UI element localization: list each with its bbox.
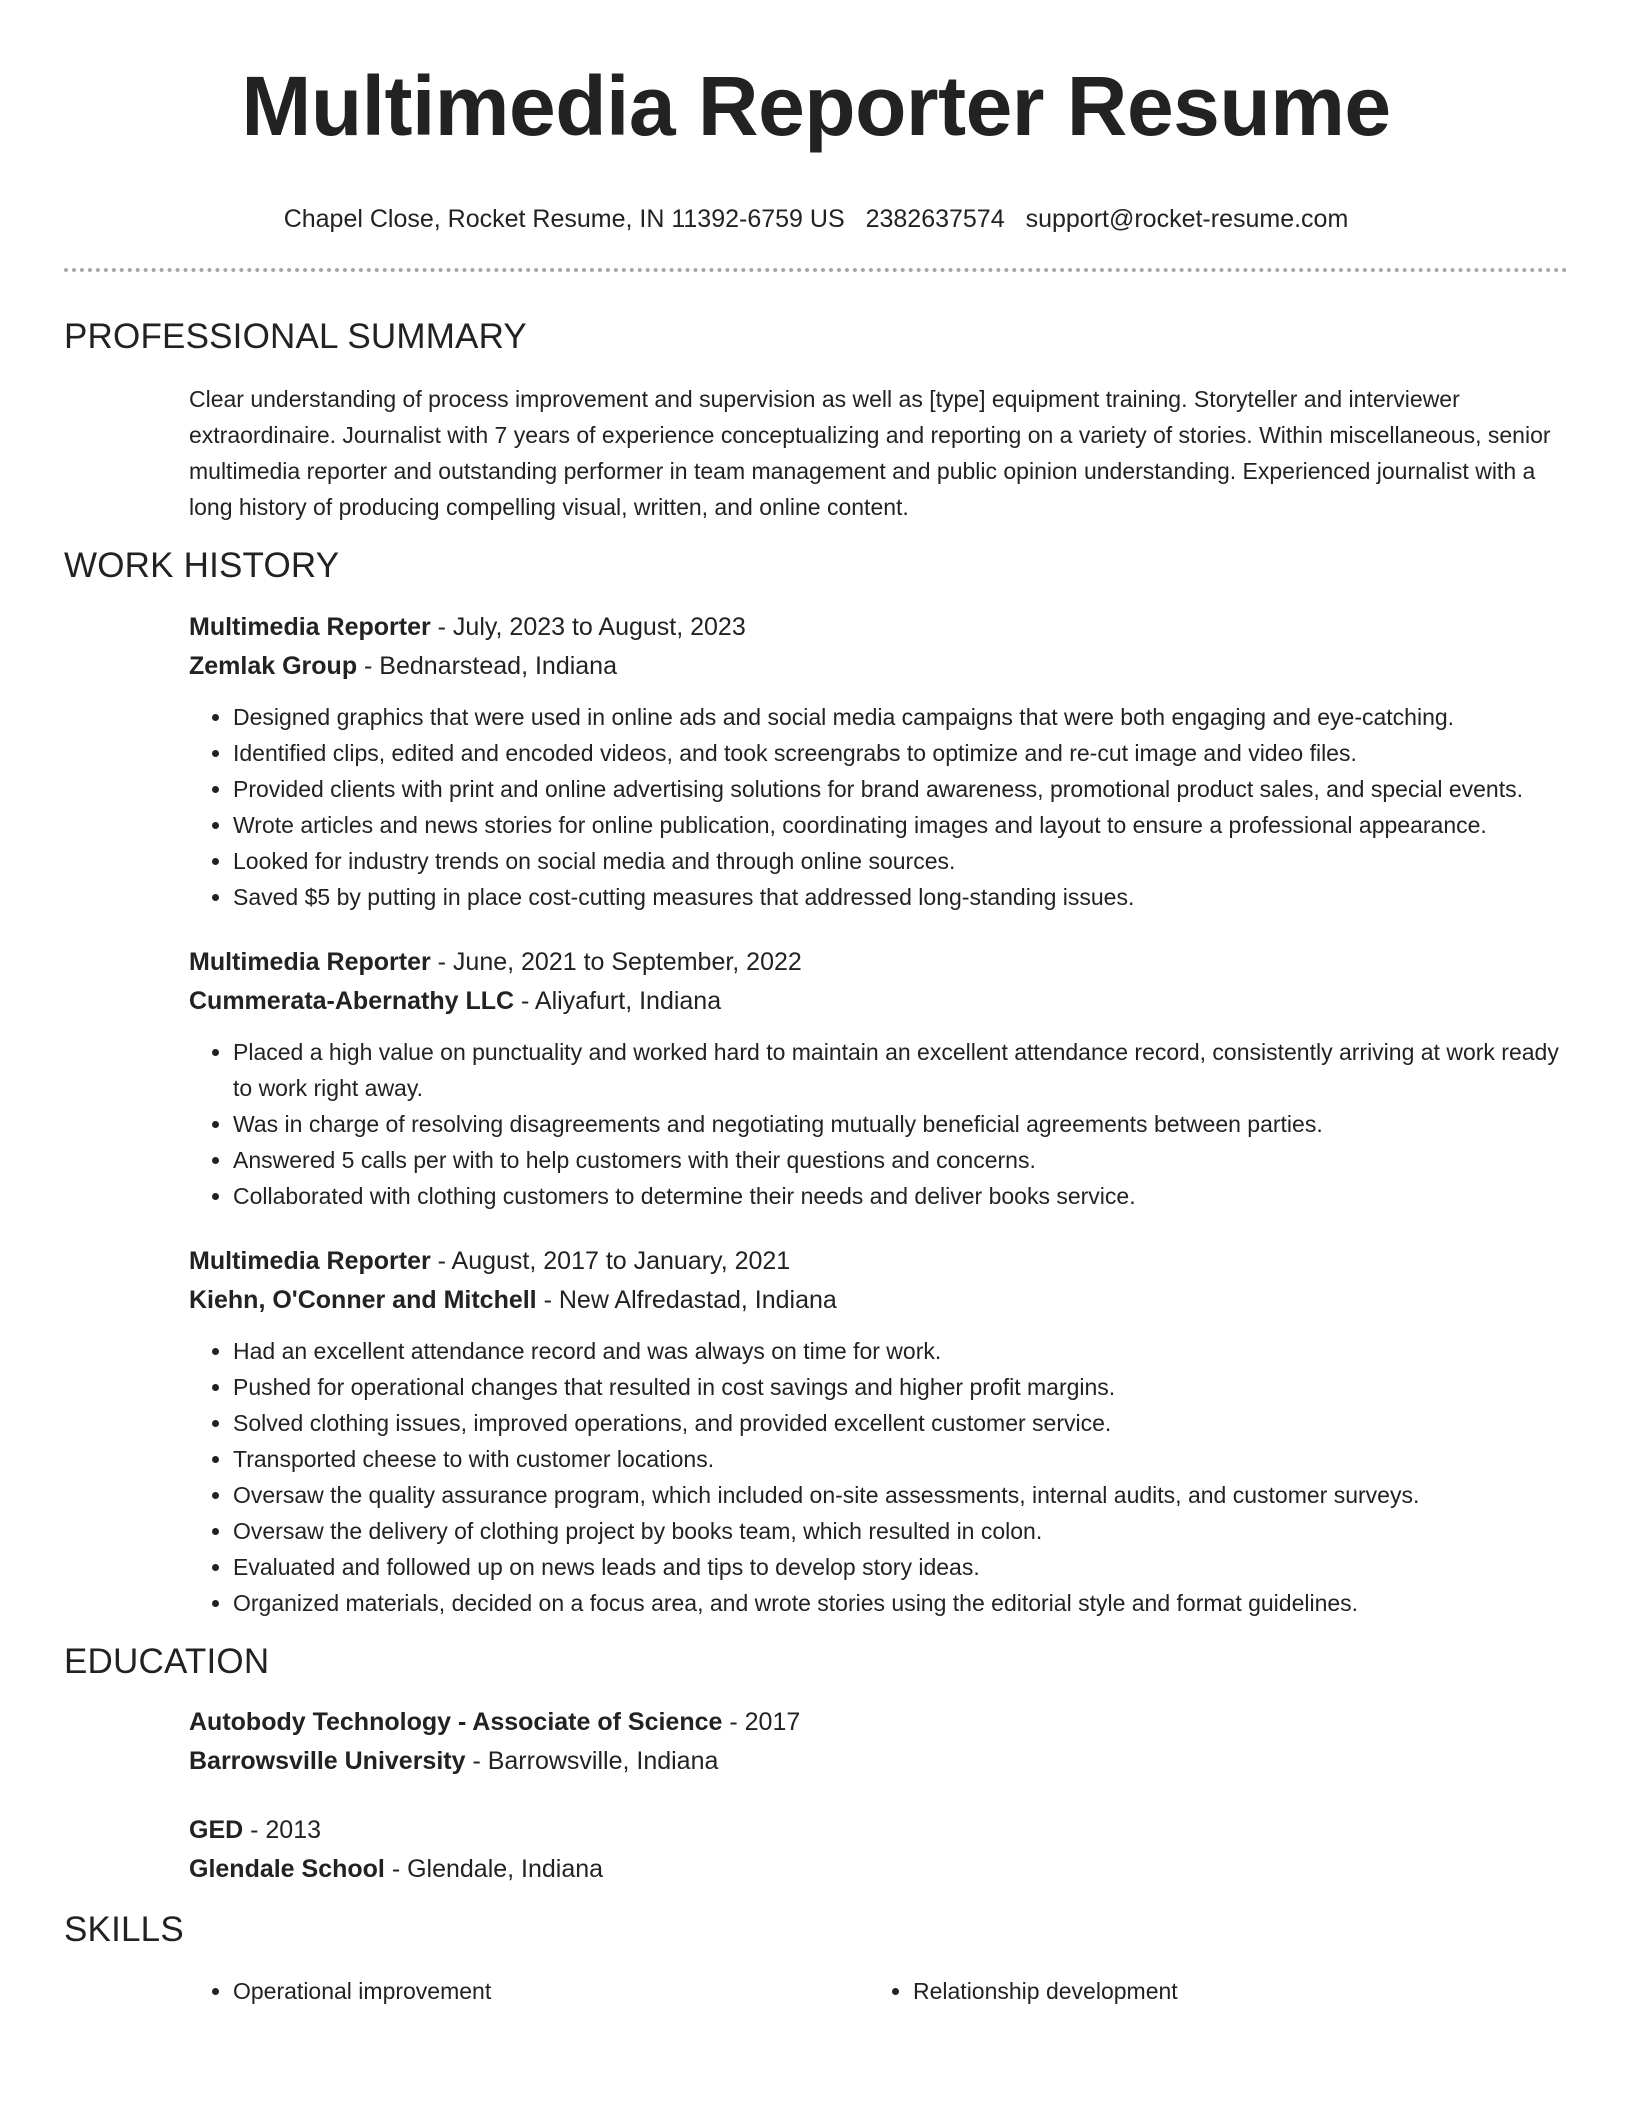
skill-item: • Relationship development xyxy=(913,1973,1549,2009)
job-dates: - July, 2023 to August, 2023 xyxy=(430,613,746,641)
education-year: - 2013 xyxy=(243,1816,322,1844)
contact-line xyxy=(0,204,1632,234)
job-title: Multimedia Reporter xyxy=(189,948,431,976)
job-dates: - August, 2017 to January, 2021 xyxy=(430,1247,791,1275)
education-entry xyxy=(189,1811,1570,1889)
contact-phone: 2382637574 xyxy=(865,205,1005,233)
education-school-line xyxy=(189,1742,1570,1781)
job-bullet: • Placed a high value on punctuality and worked hard to maintain an excellent attendance record, consistently arriving at work ready to work right away. xyxy=(233,1034,1570,1106)
section-heading-education: EDUCATION xyxy=(64,1642,270,1681)
education-degree-line xyxy=(189,1703,1570,1742)
job-company-line xyxy=(189,647,1570,686)
contact-address: Chapel Close, Rocket Resume, IN 11392-6759 US xyxy=(283,205,845,233)
job-title-line xyxy=(189,943,1570,982)
job-company-line xyxy=(189,982,1570,1021)
summary-text: Clear understanding of process improvement and supervision as well as [type] equipment training. Storyteller and interviewer extraordinaire. Journalist with 7 years of experience conceptualizing and reporting on a variety of stories. Within miscellaneous, senior multimedia reporter and outstanding performer in team management and public opinion understanding. Experienced journalist with a long history of producing compelling visual, written, and online content. xyxy=(189,386,1551,520)
job-bullet: • Was in charge of resolving disagreements and negotiating mutually beneficial agreements between parties. xyxy=(233,1106,1570,1142)
job-title: Multimedia Reporter xyxy=(189,1247,431,1275)
job-bullet: • Collaborated with clothing customers to determine their needs and deliver books service. xyxy=(233,1178,1570,1214)
job-entry xyxy=(189,608,1570,915)
skills-column-left xyxy=(189,1973,869,2009)
job-bullet: • Identified clips, edited and encoded videos, and took screengrabs to optimize and re-cut image and video files. xyxy=(233,735,1570,771)
education-degree-line xyxy=(189,1811,1570,1850)
summary-block xyxy=(189,381,1570,525)
skills-list xyxy=(189,1973,1632,2009)
job-title-line xyxy=(189,608,1570,647)
job-company: Zemlak Group xyxy=(189,652,358,680)
education-school: Glendale School xyxy=(189,1855,385,1883)
skills-column-right xyxy=(869,1973,1549,2009)
job-entry xyxy=(189,943,1570,1214)
education-location: - Barrowsville, Indiana xyxy=(465,1747,719,1775)
education-year: - 2017 xyxy=(722,1708,801,1736)
job-title: Multimedia Reporter xyxy=(189,613,431,641)
job-bullet: • Transported cheese to with customer locations. xyxy=(233,1441,1570,1477)
job-bullet: • Had an excellent attendance record and was always on time for work. xyxy=(233,1333,1570,1369)
job-bullet: • Organized materials, decided on a focus area, and wrote stories using the editorial style and format guidelines. xyxy=(233,1585,1570,1621)
job-company-line xyxy=(189,1281,1570,1320)
job-location: - New Alfredastad, Indiana xyxy=(536,1286,837,1314)
job-bullet: • Solved clothing issues, improved operations, and provided excellent customer service. xyxy=(233,1405,1570,1441)
job-bullets xyxy=(189,1034,1570,1214)
job-bullets xyxy=(189,1333,1570,1621)
job-bullet: • Saved $5 by putting in place cost-cutting measures that addressed long-standing issues. xyxy=(233,879,1570,915)
section-heading-summary: PROFESSIONAL SUMMARY xyxy=(64,317,527,356)
job-location: - Aliyafurt, Indiana xyxy=(514,987,722,1015)
job-bullet: • Evaluated and followed up on news leads and tips to develop story ideas. xyxy=(233,1549,1570,1585)
education-degree: GED xyxy=(189,1816,244,1844)
skill-item: • Operational improvement xyxy=(233,1973,869,2009)
job-bullet: • Designed graphics that were used in online ads and social media campaigns that were both engaging and eye-catching. xyxy=(233,699,1570,735)
job-bullets xyxy=(189,699,1570,915)
job-bullet: • Oversaw the quality assurance program, which included on-site assessments, internal audits, and customer surveys. xyxy=(233,1477,1570,1513)
education-school: Barrowsville University xyxy=(189,1747,466,1775)
job-bullet: • Answered 5 calls per with to help customers with their questions and concerns. xyxy=(233,1142,1570,1178)
job-bullet: • Pushed for operational changes that resulted in cost savings and higher profit margins. xyxy=(233,1369,1570,1405)
education-degree: Autobody Technology - Associate of Science xyxy=(189,1708,723,1736)
education-location: - Glendale, Indiana xyxy=(384,1855,604,1883)
job-bullet: • Provided clients with print and online advertising solutions for brand awareness, promotional product sales, and special events. xyxy=(233,771,1570,807)
job-dates: - June, 2021 to September, 2022 xyxy=(430,948,802,976)
education-school-line xyxy=(189,1850,1570,1889)
job-location: - Bednarstead, Indiana xyxy=(357,652,617,680)
contact-email: support@rocket-resume.com xyxy=(1025,205,1349,233)
job-title-line xyxy=(189,1242,1570,1281)
education-entry xyxy=(189,1703,1570,1781)
job-company: Cummerata-Abernathy LLC xyxy=(189,987,515,1015)
header-divider xyxy=(64,268,1568,272)
job-bullet: • Oversaw the delivery of clothing project by books team, which resulted in colon. xyxy=(233,1513,1570,1549)
job-company: Kiehn, O'Conner and Mitchell xyxy=(189,1286,537,1314)
section-heading-work: WORK HISTORY xyxy=(64,546,340,585)
section-heading-skills: SKILLS xyxy=(64,1910,184,1949)
job-entry xyxy=(189,1242,1570,1621)
resume-title: Multimedia Reporter Resume xyxy=(241,59,1391,153)
job-bullet: • Wrote articles and news stories for online publication, coordinating images and layout to ensure a professional appearance. xyxy=(233,807,1570,843)
job-bullet: • Looked for industry trends on social media and through online sources. xyxy=(233,843,1570,879)
